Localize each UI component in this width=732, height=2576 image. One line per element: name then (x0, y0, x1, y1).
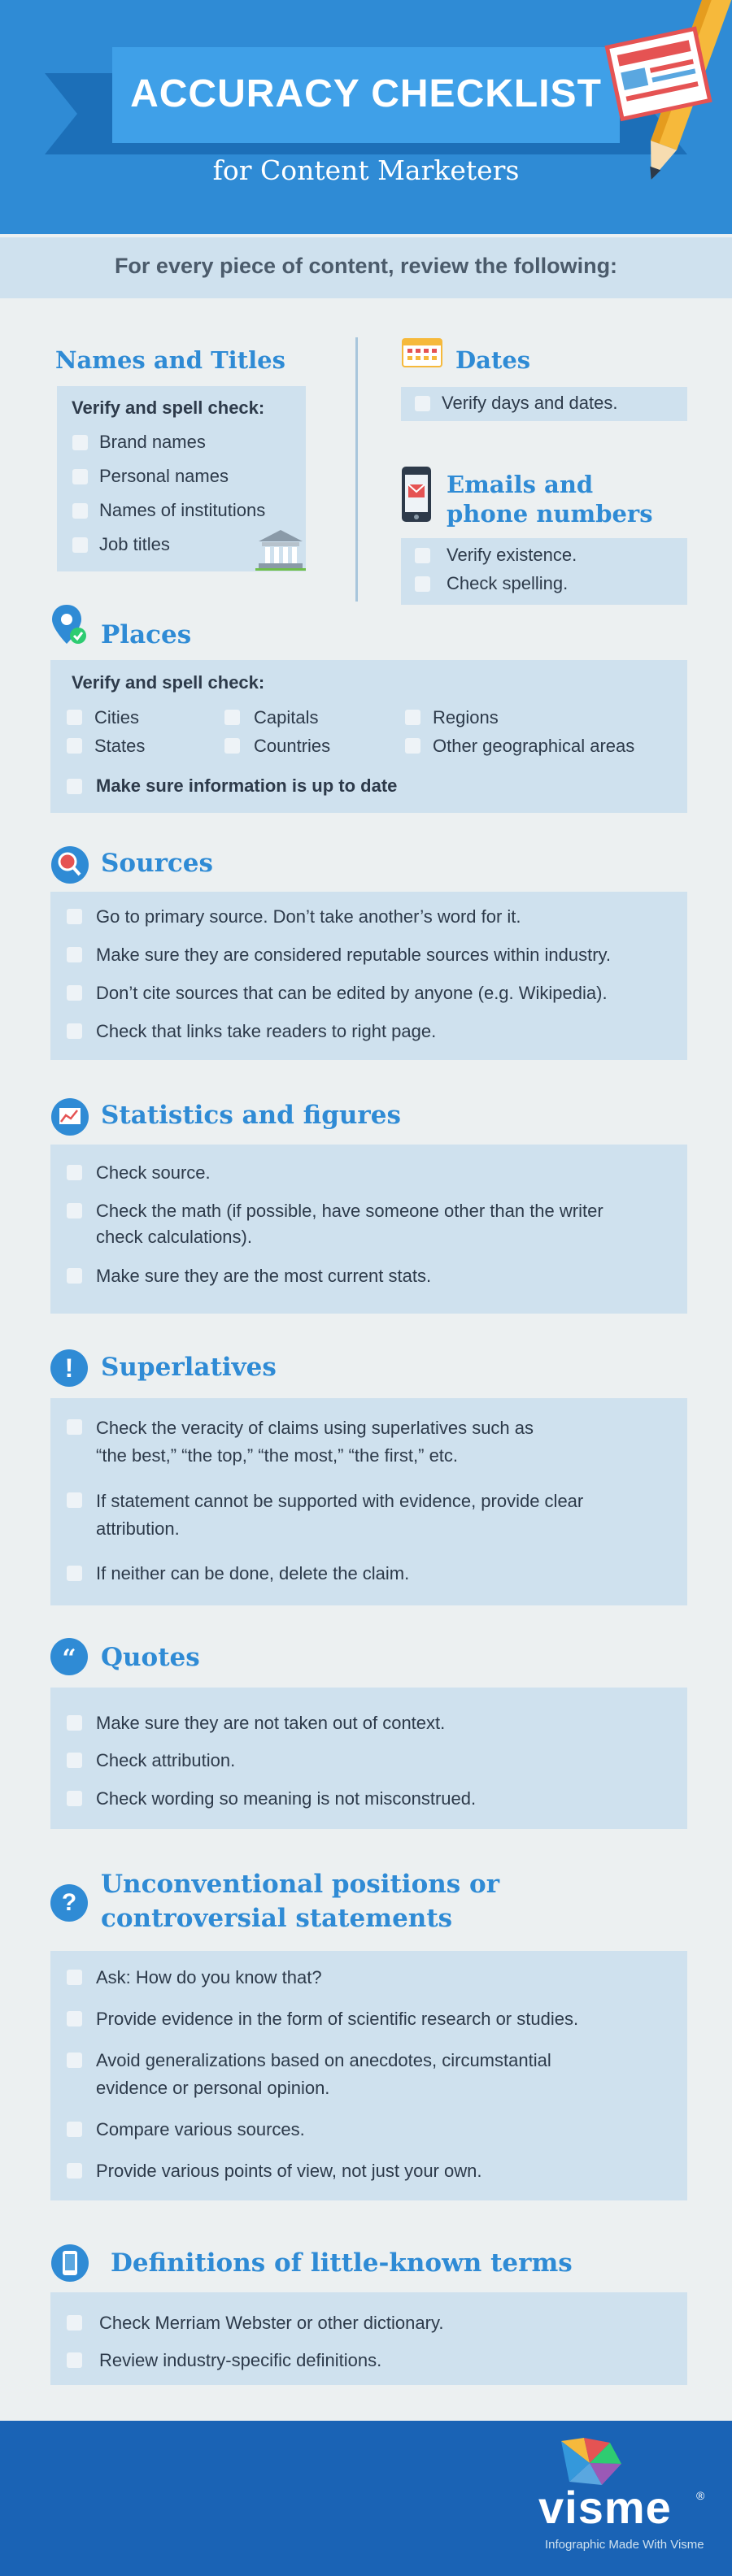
checkbox[interactable] (67, 2352, 82, 2368)
superlatives-item-cont: “the best,” “the top,” “the most,” “the first,” etc. (96, 1445, 459, 1466)
checkbox[interactable] (224, 710, 240, 725)
checkbox[interactable] (67, 710, 82, 725)
exclamation-icon: ! (50, 1349, 88, 1387)
checkbox[interactable] (415, 576, 430, 592)
checkbox[interactable] (67, 1492, 82, 1508)
superlatives-item: If neither can be done, delete the claim. (96, 1563, 410, 1583)
magnifier-icon (50, 845, 89, 884)
checkbox[interactable] (72, 537, 88, 553)
checkbox[interactable] (67, 2053, 82, 2068)
checkbox[interactable] (67, 985, 82, 1001)
checkbox[interactable] (67, 1566, 82, 1581)
divider (355, 337, 358, 602)
quote-icon: “ (50, 1638, 88, 1675)
stats-item: Make sure they are the most current stats. (96, 1266, 432, 1286)
names-title: Names and Titles (55, 346, 285, 374)
checkbox[interactable] (67, 1715, 82, 1731)
question-icon: ? (50, 1884, 88, 1922)
places-item: Countries (254, 736, 331, 756)
checkbox[interactable] (67, 2315, 82, 2331)
uncon-title-line1: Unconventional positions or (101, 1870, 500, 1899)
stats-title: Statistics and figures (101, 1101, 401, 1130)
checkbox[interactable] (67, 1165, 82, 1180)
registered-mark: ® (696, 2489, 705, 2502)
checkbox[interactable] (405, 710, 420, 725)
quotes-title: Quotes (101, 1643, 200, 1672)
page-subtitle: for Content Marketers (212, 154, 520, 186)
stats-item-cont: check calculations). (96, 1227, 252, 1247)
phone-icon (400, 465, 433, 523)
superlatives-item: If statement cannot be supported with evidence, provide clear (96, 1491, 584, 1511)
brand-logo: visme (538, 2482, 672, 2533)
quotes-item: Check wording so meaning is not misconstrued. (96, 1788, 477, 1809)
emails-title-line2: phone numbers (447, 500, 653, 528)
checkbox[interactable] (72, 435, 88, 450)
superlatives-item-cont: attribution. (96, 1518, 180, 1539)
emails-item: Check spelling. (447, 573, 569, 593)
checkbox[interactable] (67, 1419, 82, 1435)
names-item: Brand names (99, 432, 206, 452)
uncon-item: Provide various points of view, not just your own. (96, 2161, 482, 2181)
mobile-icon (50, 2244, 89, 2283)
names-item: Names of institutions (99, 500, 266, 520)
checkbox[interactable] (415, 396, 430, 411)
defs-title: Definitions of little-known terms (111, 2248, 573, 2278)
uncon-title-line2: controversial statements (101, 1904, 453, 1933)
checkbox[interactable] (67, 1268, 82, 1284)
sources-item: Check that links take readers to right page. (96, 1021, 437, 1041)
checkbox[interactable] (67, 2122, 82, 2137)
places-title: Places (101, 620, 192, 649)
names-lead: Verify and spell check: (72, 397, 265, 418)
intro-text: For every piece of content, review the following: (114, 254, 618, 278)
places-item: Capitals (254, 707, 319, 728)
checkbox[interactable] (224, 738, 240, 754)
uncon-item: Provide evidence in the form of scientific research or studies. (96, 2009, 579, 2029)
checkbox[interactable] (67, 2011, 82, 2026)
uncon-item: Ask: How do you know that? (96, 1967, 322, 1987)
emails-title-line1: Emails and (447, 471, 594, 498)
calendar-icon (402, 336, 442, 368)
sources-item: Don’t cite sources that can be edited by anyone (e.g. Wikipedia). (96, 983, 608, 1003)
places-lead: Verify and spell check: (72, 672, 265, 693)
pencil-document-icon (545, 0, 732, 228)
chart-icon (50, 1097, 89, 1136)
checkbox[interactable] (67, 1203, 82, 1218)
stats-item: Check source. (96, 1162, 211, 1183)
places-item: Cities (94, 707, 140, 728)
places-last: Make sure information is up to date (96, 775, 398, 796)
places-item: Regions (433, 707, 499, 728)
page-title: ACCURACY CHECKLIST (130, 72, 602, 115)
ribbon-notch-left (45, 73, 77, 154)
checkbox[interactable] (72, 469, 88, 484)
uncon-item-cont: evidence or personal opinion. (96, 2078, 330, 2098)
places-item: States (94, 736, 146, 756)
superlatives-title: Superlatives (101, 1353, 277, 1382)
sources-title: Sources (101, 849, 213, 878)
defs-item: Check Merriam Webster or other dictionary. (99, 2313, 444, 2333)
dates-title: Dates (455, 346, 531, 374)
stats-item: Check the math (if possible, have someone other than the writer (96, 1201, 603, 1221)
checkbox[interactable] (67, 947, 82, 962)
checkbox[interactable] (67, 738, 82, 754)
sources-item: Make sure they are considered reputable sources within industry. (96, 945, 612, 965)
emails-item: Verify existence. (447, 545, 577, 565)
building-icon (255, 528, 306, 571)
checkbox[interactable] (405, 738, 420, 754)
uncon-item: Avoid generalizations based on anecdotes, circumstantial (96, 2050, 551, 2070)
footer-tagline: Infographic Made With Visme (545, 2538, 704, 2552)
location-pin-icon (50, 602, 88, 647)
defs-item: Review industry-specific definitions. (99, 2350, 382, 2370)
quotes-item: Check attribution. (96, 1750, 236, 1770)
checkbox[interactable] (67, 2163, 82, 2179)
sources-item: Go to primary source. Don’t take another’s word for it. (96, 906, 521, 927)
checkbox[interactable] (72, 503, 88, 519)
dates-item: Verify days and dates. (442, 393, 618, 413)
checkbox[interactable] (67, 909, 82, 924)
superlatives-item: Check the veracity of claims using superlatives such as (96, 1418, 534, 1438)
checkbox[interactable] (67, 1970, 82, 1985)
checkbox[interactable] (67, 1023, 82, 1039)
checkbox[interactable] (67, 1791, 82, 1806)
names-item: Job titles (99, 534, 170, 554)
checkbox[interactable] (415, 548, 430, 563)
uncon-item: Compare various sources. (96, 2119, 305, 2139)
names-item: Personal names (99, 466, 229, 486)
quotes-item: Make sure they are not taken out of context. (96, 1713, 446, 1733)
places-item: Other geographical areas (433, 736, 635, 756)
checkbox[interactable] (67, 1753, 82, 1768)
checkbox[interactable] (67, 779, 82, 794)
